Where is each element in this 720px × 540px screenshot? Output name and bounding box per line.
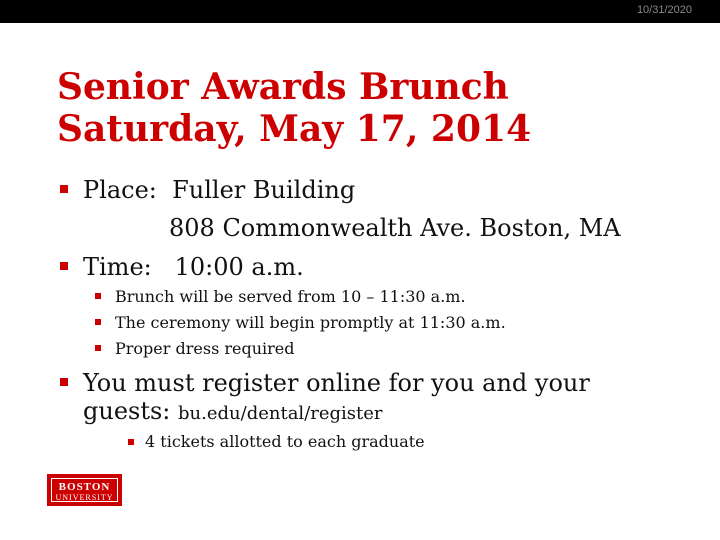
place-building: Fuller Building bbox=[172, 176, 356, 204]
slide-title bbox=[57, 66, 531, 150]
bullet-marker bbox=[60, 185, 68, 193]
register-prefix: guests: bbox=[83, 397, 171, 425]
place-address: 808 Commonwealth Ave. Boston, MA bbox=[169, 214, 621, 242]
sub-bullet-marker bbox=[95, 293, 101, 299]
register-line-1: You must register online for you and your bbox=[83, 369, 590, 397]
detail-item: Brunch will be served from 10 – 11:30 a.m. bbox=[115, 287, 466, 306]
detail-item: The ceremony will begin promptly at 11:30 a.m. bbox=[115, 313, 506, 332]
register-line-2 bbox=[83, 397, 383, 428]
top-bar bbox=[0, 0, 720, 23]
place-line bbox=[83, 176, 355, 204]
time-line bbox=[83, 253, 304, 281]
title-line-1: Senior Awards Brunch bbox=[57, 66, 509, 108]
sub-bullet-marker bbox=[95, 345, 101, 351]
place-label: Place: bbox=[83, 176, 157, 204]
bullet-marker bbox=[60, 262, 68, 270]
sub-bullet-marker bbox=[128, 439, 134, 445]
register-link[interactable]: bu.edu/dental/register bbox=[178, 403, 383, 424]
tickets-detail: 4 tickets allotted to each graduate bbox=[145, 432, 425, 451]
time-value: 10:00 a.m. bbox=[174, 253, 304, 281]
sub-bullet-marker bbox=[95, 319, 101, 325]
bullet-marker bbox=[60, 378, 68, 386]
time-label: Time: bbox=[83, 253, 152, 281]
boston-university-logo: BOSTON UNIVERSITY bbox=[47, 474, 122, 506]
slide-date: 10/31/2020 bbox=[636, 4, 692, 16]
title-line-2: Saturday, May 17, 2014 bbox=[57, 108, 532, 150]
detail-item: Proper dress required bbox=[115, 339, 295, 358]
